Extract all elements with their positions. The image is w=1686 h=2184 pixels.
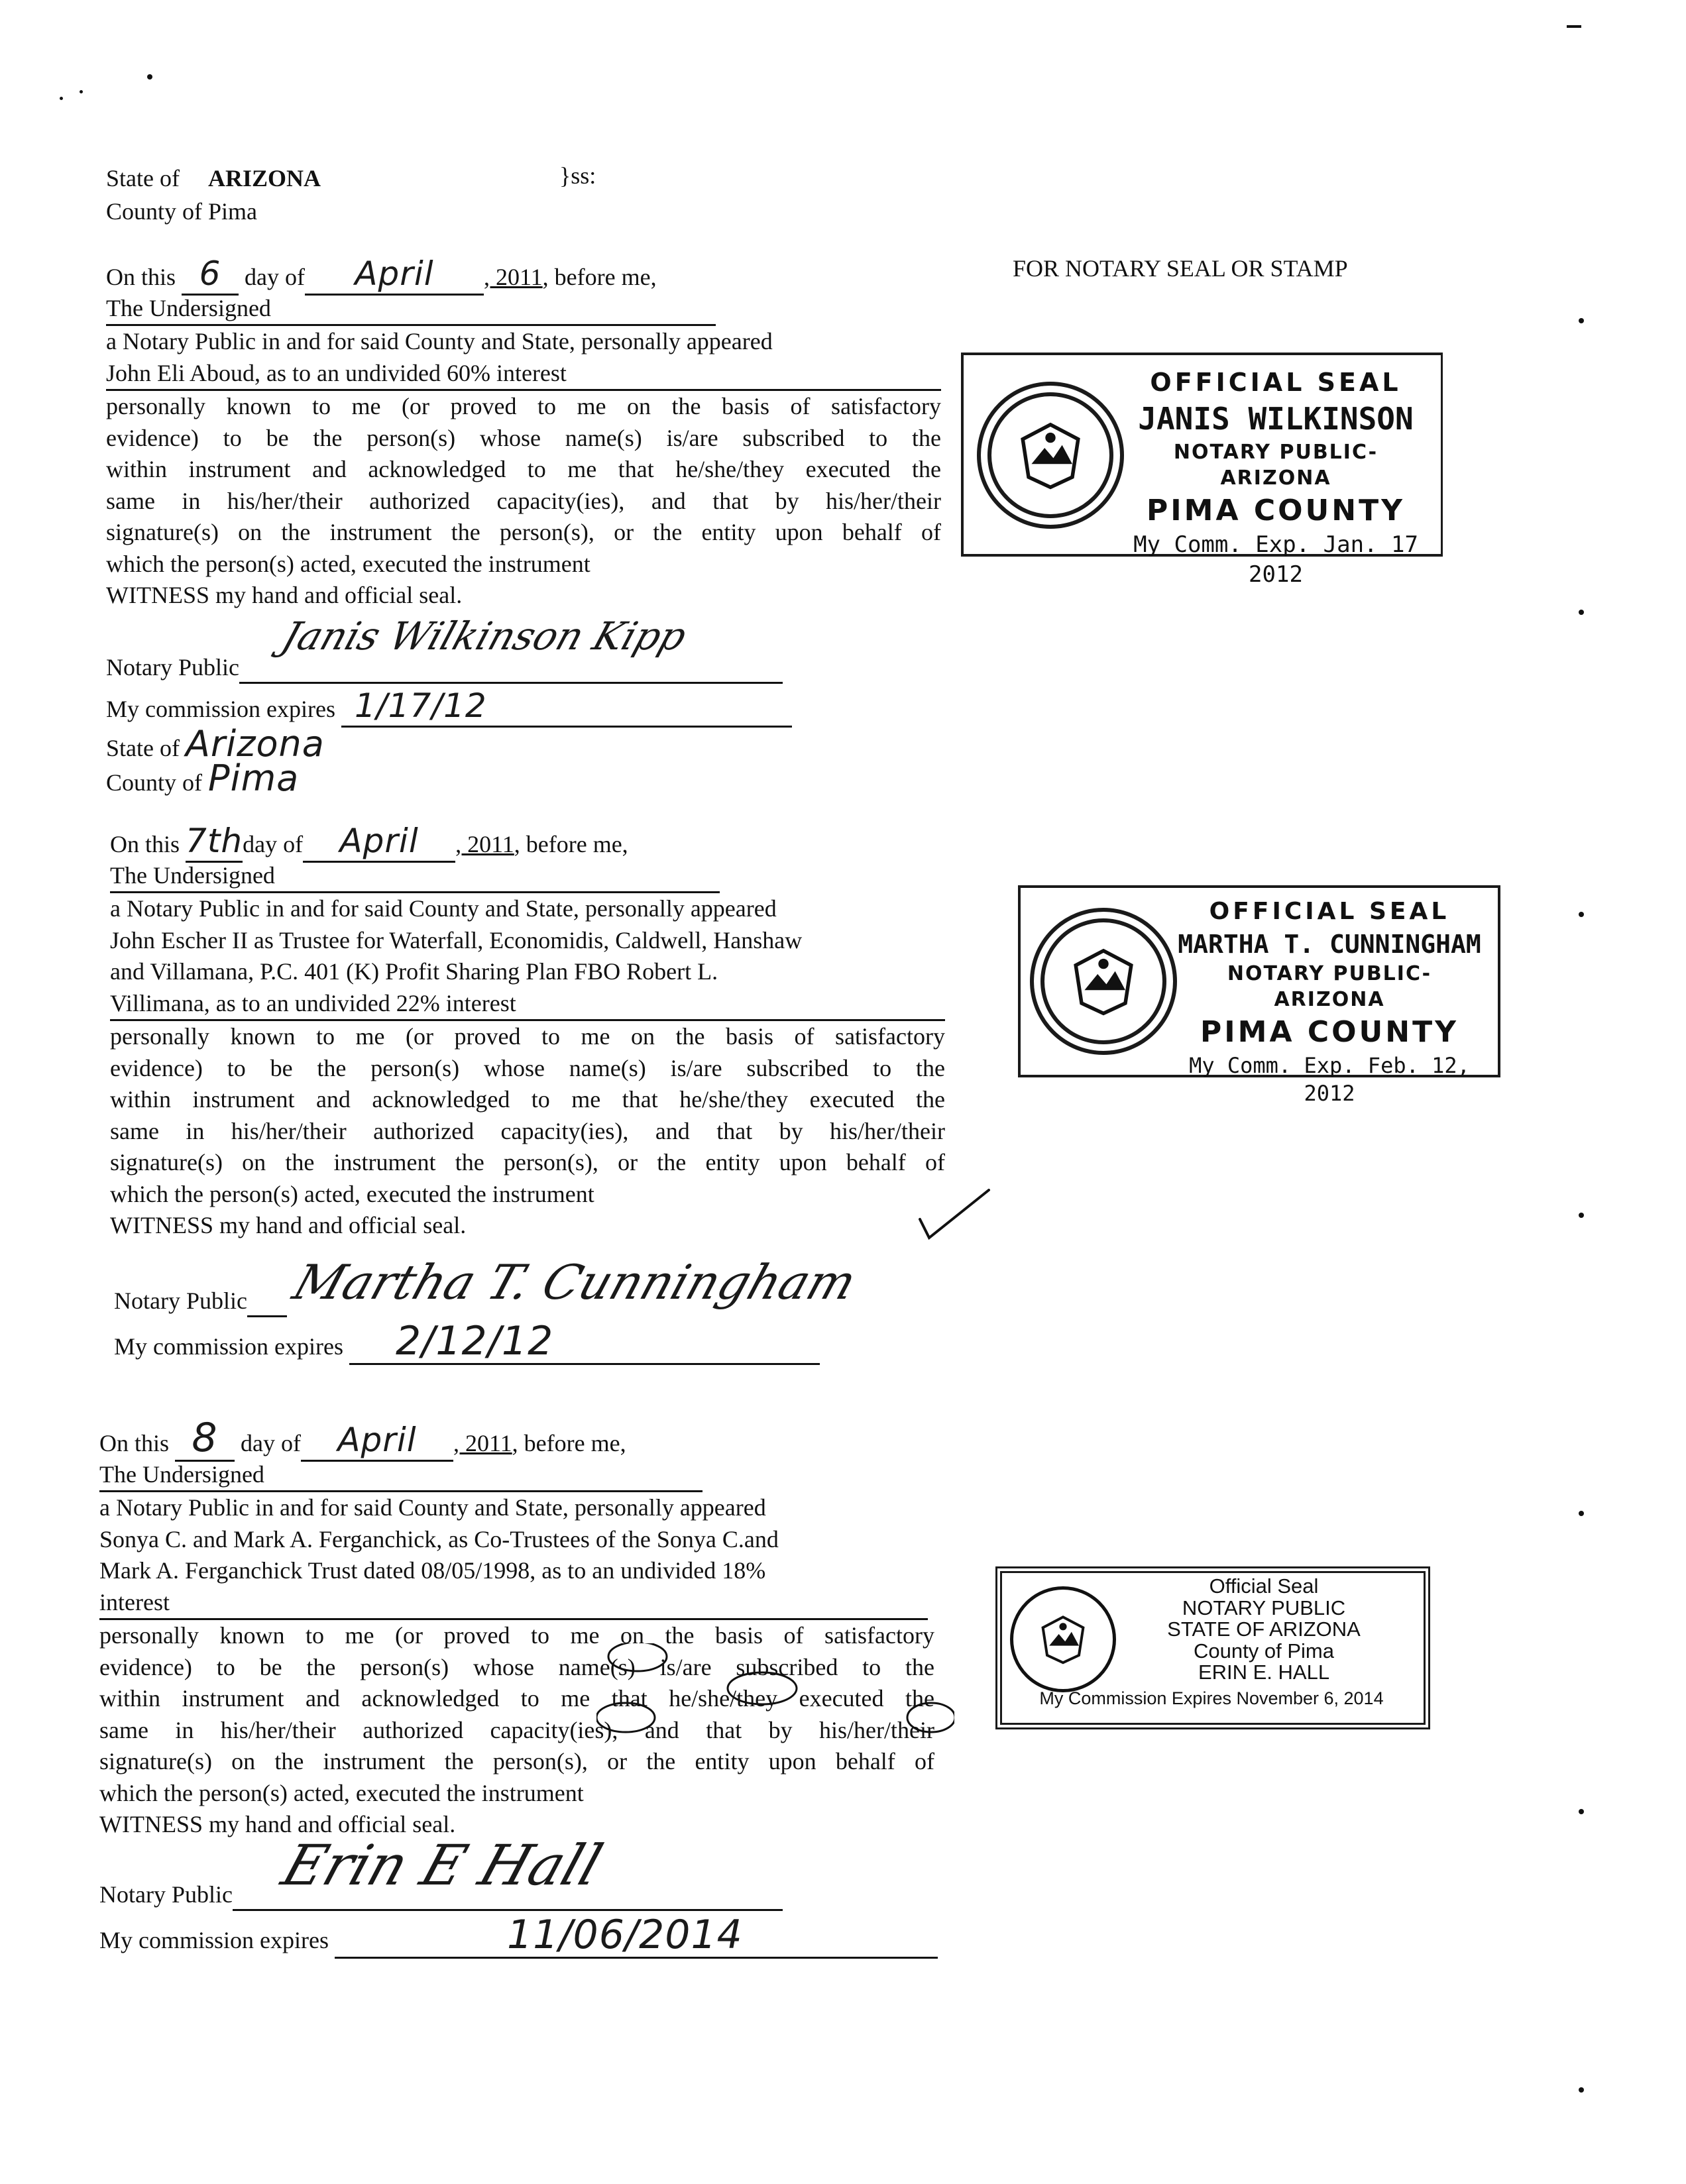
seal1-title: OFFICIAL SEAL bbox=[1150, 368, 1402, 397]
ack1-state2-hand: Arizona bbox=[185, 723, 325, 765]
ack2-notary-underline bbox=[247, 1291, 287, 1317]
ack1-line1: a Notary Public in and for said County and State, personally appeared bbox=[106, 328, 773, 355]
venue-ss: }ss: bbox=[559, 162, 596, 189]
ack2-body-1: evidence) to be the person(s) whose name(s) is/are subscribed to the bbox=[110, 1054, 945, 1081]
ack3-date-line bbox=[99, 1415, 934, 1462]
ack3-appeared-2: interest bbox=[99, 1587, 928, 1621]
arizona-state-seal-icon bbox=[1030, 908, 1177, 1055]
ack2-line1: a Notary Public in and for said County and State, personally appeared bbox=[110, 895, 777, 922]
ack2-date-line bbox=[110, 824, 945, 863]
ack2-last-line: which the person(s) acted, executed the instrument bbox=[110, 1180, 594, 1207]
ack2-comm-hand: 2/12/12 bbox=[395, 1318, 554, 1364]
margin-mark bbox=[1579, 1511, 1584, 1516]
ack1-comm-field bbox=[341, 686, 792, 728]
ack3-month-hand: April bbox=[337, 1421, 417, 1459]
ack2-year: , 2011 bbox=[455, 831, 514, 857]
checkmark-icon bbox=[915, 1186, 994, 1246]
ack3-appeared-1: Mark A. Ferganchick Trust dated 08/05/1998, as to an undivided 18% bbox=[99, 1557, 766, 1584]
venue-county: County of Pima bbox=[106, 198, 258, 225]
notary-stamp-erin-hall bbox=[995, 1566, 1430, 1729]
ack3-comm-label: My commission expires bbox=[99, 1927, 329, 1953]
ack3-day-of: day of bbox=[241, 1430, 301, 1456]
margin-mark bbox=[1579, 1809, 1584, 1814]
ack3-comm-hand: 11/06/2014 bbox=[506, 1912, 743, 1958]
seal3-l2: NOTARY PUBLIC bbox=[1182, 1596, 1346, 1619]
ack3-notary-signature: Erin E Hall bbox=[274, 1833, 610, 1898]
seal3-l3: STATE OF ARIZONA bbox=[1167, 1617, 1361, 1641]
ack3-month-field bbox=[301, 1423, 453, 1462]
margin-mark bbox=[1579, 1213, 1584, 1218]
scan-speck bbox=[80, 90, 83, 93]
ack1-comm-hand: 1/17/12 bbox=[354, 686, 487, 725]
ack2-body-0: personally known to me (or proved to me on the basis of satisfactory bbox=[110, 1023, 945, 1050]
seal3-l6: My Commission Expires November 6, 2014 bbox=[1039, 1688, 1384, 1708]
ack1-undersigned: The Undersigned bbox=[106, 293, 716, 327]
margin-mark bbox=[1579, 912, 1584, 917]
seal3-l5: ERIN E. HALL bbox=[1198, 1661, 1330, 1684]
acknowledgment-1 bbox=[106, 254, 941, 612]
ack1-body-3: same in his/her/their authorized capacity(ies), and that by his/her/their bbox=[106, 487, 941, 514]
seal3-l1: Official Seal bbox=[1209, 1574, 1319, 1598]
ack2-commission-line bbox=[114, 1318, 820, 1365]
ack1-commission-line bbox=[106, 686, 792, 728]
ack2-body-2: within instrument and acknowledged to me that he/she/they executed the bbox=[110, 1086, 945, 1113]
ack1-appeared: John Eli Aboud, as to an undivided 60% interest bbox=[106, 358, 941, 392]
margin-mark bbox=[1579, 610, 1584, 615]
ack3-commission-line bbox=[99, 1912, 938, 1959]
ack2-on-this: On this bbox=[110, 831, 180, 857]
ack2-day-hand: 7th bbox=[186, 822, 243, 860]
ack3-witness: WITNESS my hand and official seal. bbox=[99, 1811, 456, 1838]
ack2-appeared-2: Villimana, as to an undivided 22% interest bbox=[110, 988, 945, 1022]
ack1-notary-label: Notary Public bbox=[106, 654, 239, 681]
ack2-notary-label: Notary Public bbox=[114, 1287, 247, 1314]
ack3-body-0: personally known to me (or proved to me on the basis of satisfactory bbox=[99, 1622, 934, 1649]
ack1-body-1: evidence) to be the person(s) whose name(s) is/are subscribed to the bbox=[106, 424, 941, 451]
ack1-month-field bbox=[305, 254, 484, 296]
state-label: State of bbox=[106, 165, 180, 191]
venue-state bbox=[106, 163, 321, 195]
ack3-line1: a Notary Public in and for said County and State, personally appeared bbox=[99, 1494, 766, 1521]
pen-markings bbox=[596, 1643, 954, 1776]
ack1-last-line: which the person(s) acted, executed the instrument bbox=[106, 550, 590, 577]
ack1-county2-hand: Pima bbox=[208, 757, 300, 799]
ack1-date-line bbox=[106, 254, 941, 296]
ack3-day-hand: 8 bbox=[192, 1415, 218, 1461]
ack2-month-hand: April bbox=[339, 822, 419, 860]
seal2-county: PIMA COUNTY bbox=[1200, 1014, 1459, 1049]
ack1-state2-label: State of bbox=[106, 735, 180, 761]
ack1-before-me: , before me, bbox=[542, 264, 657, 290]
ack2-undersigned: The Undersigned bbox=[110, 860, 720, 894]
ack1-county2-label: County of bbox=[106, 769, 203, 796]
ack2-body-3: same in his/her/their authorized capacity(ies), and that by his/her/their bbox=[110, 1117, 945, 1144]
ack2-witness: WITNESS my hand and official seal. bbox=[110, 1212, 467, 1239]
ack3-last-line: which the person(s) acted, executed the instrument bbox=[99, 1779, 584, 1806]
seal2-role: NOTARY PUBLIC-ARIZONA bbox=[1227, 961, 1432, 1012]
margin-mark bbox=[1567, 25, 1581, 28]
seal2-exp: My Comm. Exp. Feb. 12, 2012 bbox=[1189, 1052, 1470, 1107]
ack3-notary-label: Notary Public bbox=[99, 1881, 233, 1908]
ack1-comm-label: My commission expires bbox=[106, 696, 335, 722]
ack1-body-2: within instrument and acknowledged to me that he/she/they executed the bbox=[106, 456, 941, 483]
ack1-month-hand: April bbox=[355, 254, 434, 293]
ack1-day-of: day of bbox=[245, 264, 305, 290]
ack2-appeared-0: John Escher II as Trustee for Waterfall, Economidis, Caldwell, Hanshaw bbox=[110, 926, 803, 954]
seal1-exp: My Comm. Exp. Jan. 17 2012 bbox=[1133, 531, 1418, 588]
ack2-notary-line bbox=[114, 1285, 287, 1317]
margin-mark bbox=[1579, 318, 1584, 323]
ack2-appeared-1: and Villamana, P.C. 401 (K) Profit Sharing Plan FBO Robert L. bbox=[110, 958, 718, 985]
seal1-role: NOTARY PUBLIC-ARIZONA bbox=[1173, 440, 1378, 490]
ack1-notary-signature: Janis Wilkinson Kipp bbox=[276, 614, 693, 659]
arizona-state-seal-icon bbox=[1010, 1586, 1116, 1692]
ack2-month-field bbox=[303, 824, 455, 863]
seal1-county: PIMA COUNTY bbox=[1147, 494, 1405, 528]
seal2-name: MARTHA T. CUNNINGHAM bbox=[1178, 929, 1481, 959]
ack2-notary-signature: Martha T. Cunningham bbox=[286, 1254, 864, 1310]
scan-speck bbox=[147, 74, 152, 80]
ack1-county2 bbox=[106, 757, 300, 799]
ack1-on-this: On this bbox=[106, 264, 176, 290]
margin-mark bbox=[1579, 2087, 1584, 2093]
ack3-appeared-0: Sonya C. and Mark A. Ferganchick, as Co-Trustees of the Sonya C.and bbox=[99, 1525, 779, 1553]
acknowledgment-3 bbox=[99, 1415, 934, 1841]
seal-heading: FOR NOTARY SEAL OR STAMP bbox=[1013, 255, 1348, 282]
ack2-comm-label: My commission expires bbox=[114, 1333, 343, 1360]
arizona-state-seal-icon bbox=[977, 382, 1124, 529]
seal2-title: OFFICIAL SEAL bbox=[1209, 898, 1450, 925]
state-value: ARIZONA bbox=[207, 165, 321, 191]
ack3-on-this: On this bbox=[99, 1430, 170, 1456]
ack3-body-4: signature(s) on the instrument the person(s), or the entity upon behalf of bbox=[99, 1748, 934, 1775]
ack3-body-1: evidence) to be the person(s) whose name(s) is/are subscribed to the bbox=[99, 1653, 934, 1680]
ack2-day-of: day of bbox=[243, 831, 304, 857]
ack2-comm-field bbox=[349, 1318, 820, 1365]
ack2-day-field bbox=[186, 824, 243, 863]
ack2-body-4: signature(s) on the instrument the person(s), or the entity upon behalf of bbox=[110, 1149, 945, 1176]
ack1-body-4: signature(s) on the instrument the person(s), or the entity upon behalf of bbox=[106, 519, 941, 546]
notary-stamp-janis-wilkinson bbox=[961, 353, 1443, 588]
ack3-body-3: same in his/her/their authorized capacity(ies), and that by his/her/their bbox=[99, 1716, 934, 1743]
scan-speck bbox=[60, 97, 63, 100]
notary-stamp-martha-cunningham bbox=[1018, 885, 1500, 1107]
acknowledgment-2 bbox=[110, 824, 945, 1242]
ack1-body-0: personally known to me (or proved to me on the basis of satisfactory bbox=[106, 393, 941, 420]
ack3-body-2: within instrument and acknowledged to me that he/she/they executed the bbox=[99, 1685, 934, 1712]
ack1-witness: WITNESS my hand and official seal. bbox=[106, 582, 463, 609]
ack3-undersigned: The Undersigned bbox=[99, 1459, 702, 1493]
seal3-l4: County of Pima bbox=[1194, 1639, 1334, 1663]
seal1-name: JANIS WILKINSON bbox=[1138, 401, 1414, 437]
ack3-comm-field bbox=[335, 1912, 938, 1959]
ack3-day-field bbox=[175, 1415, 235, 1462]
ack3-year: , 2011 bbox=[453, 1430, 512, 1456]
ack1-day-field bbox=[182, 254, 239, 296]
ack3-before-me: , before me, bbox=[512, 1430, 626, 1456]
ack1-year: , 2011 bbox=[483, 264, 543, 290]
ack1-day-hand: 6 bbox=[199, 254, 221, 293]
ack2-before-me: , before me, bbox=[514, 831, 628, 857]
